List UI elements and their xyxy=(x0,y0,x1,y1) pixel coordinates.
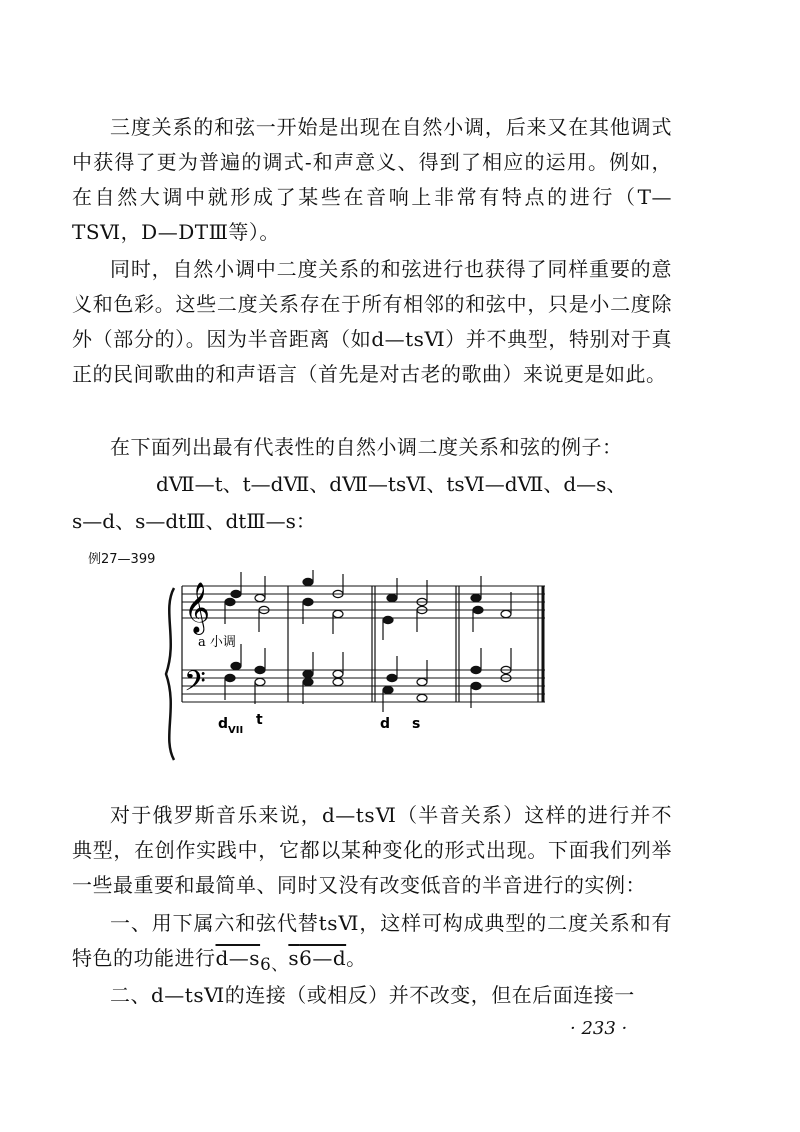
function-label-d: d xyxy=(380,716,391,732)
grand-staff-brace xyxy=(166,588,174,760)
page-number: · 233 · xyxy=(570,1018,628,1039)
treble-clef-icon: 𝄞 xyxy=(184,582,211,633)
chord-line-2: s—d、s—dtⅢ、dtⅢ—s： xyxy=(72,509,316,533)
chord-line-1: dⅦ—t、t—dⅦ、dⅦ—tsⅥ、tsⅥ—dⅦ、d—s、 xyxy=(156,472,627,496)
paragraph-7: 二、d—tsⅥ的连接（或相反）并不改变，但在后面连接一 xyxy=(110,983,635,1007)
function-label-t: t xyxy=(256,712,263,728)
function-label-dvii-sub: VII xyxy=(228,725,244,736)
function-label-dvii: d xyxy=(218,716,229,732)
paragraph-5: 对于俄罗斯音乐来说，d—tsⅥ（半音关系）这样的进行并不典型，在创作实践中，它都以某种变化的形式出现。下面我们列举一些最重要和最简单、同时又没有改变低音的半音进行的实例： xyxy=(72,803,672,897)
progression-sub-6: 6、 xyxy=(260,955,289,974)
paragraph-6-text: 一、用下属六和弦代替tsⅥ，这样可构成典型的二度关系和有特色的功能进行 xyxy=(72,911,672,970)
music-example xyxy=(160,570,560,770)
function-label-s: s xyxy=(412,716,421,732)
chord-examples xyxy=(72,466,692,540)
bass-clef-icon: 𝄢 xyxy=(184,665,206,705)
paragraph-2: 同时，自然小调中二度关系的和弦进行也获得了同样重要的意义和色彩。这些二度关系存在于所有相邻的和弦中，只是小二度除外（部分的）。因为半音距离（如d—tsⅥ）并不典型，特别对于真正的民间歌曲的和声语言（首先是对古老的歌曲）来说更是如此。 xyxy=(72,257,672,386)
paragraph-1: 三度关系的和弦一开始是出现在自然小调，后来又在其他调式中获得了更为普遍的调式-和声意义、得到了相应的运用。例如，在自然大调中就形成了某些在音响上非常有特点的进行（T—TSⅥ，D—DTⅢ等）。 xyxy=(72,115,672,244)
key-label: a 小调 xyxy=(198,635,236,650)
paragraph-6-end: 。 xyxy=(346,946,367,970)
example-label: 例27—399 xyxy=(88,552,156,567)
bass-staff xyxy=(182,670,545,702)
paragraph-6 xyxy=(72,906,672,982)
progression-6-d: 6—d xyxy=(299,946,347,970)
progression-s: $\overline{s}$ xyxy=(288,946,300,970)
barlines xyxy=(182,586,543,702)
progression-d-s: d—s xyxy=(215,946,261,970)
paragraph-3: 在下面列出最有代表性的自然小调二度关系和弦的例子： xyxy=(110,435,623,459)
treble-notes xyxy=(225,570,511,640)
